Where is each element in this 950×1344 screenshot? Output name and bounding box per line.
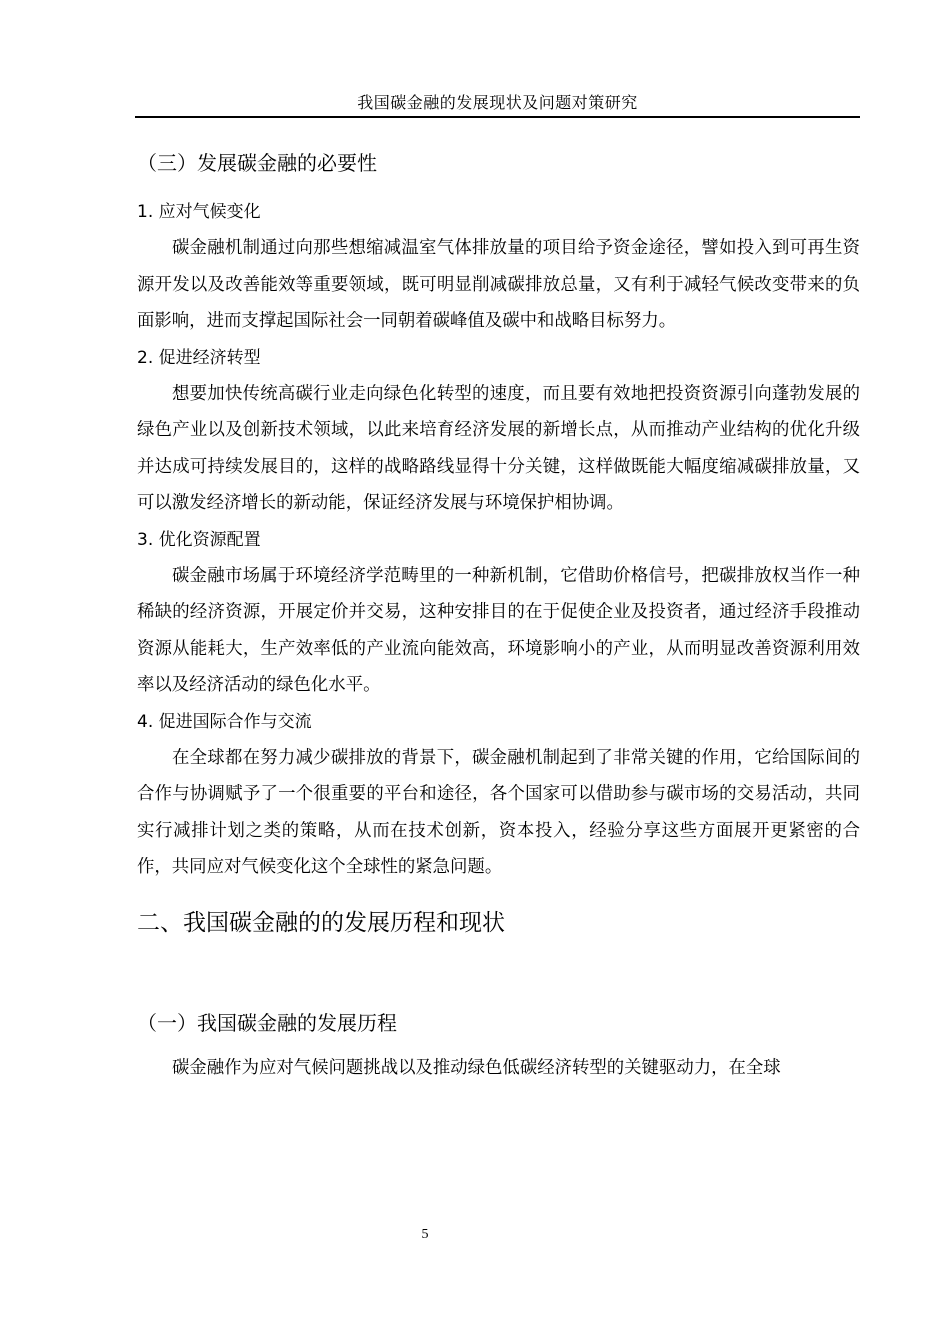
running-header: 我国碳金融的发展现状及问题对策研究	[357, 93, 638, 112]
subsection-heading-1: 1. 应对气候变化	[137, 202, 261, 222]
paragraph-economy: 想要加快传统高碳行业走向绿色化转型的速度，而且要有效地把投资资源引向蓬勃发展的绿色产业以及创新技术领域，以此来培育经济发展的新增长点，从而推动产业结构的优化升级并达成可持续发展目的，这样的战略路线显得十分关键，这样做既能大幅度缩减碳排放量，又可以激发经济增长的新动能，保证经济发展与环境保护相协调。	[137, 383, 860, 513]
section-heading-necessity: （三）发展碳金融的必要性	[137, 151, 377, 175]
page-body	[137, 140, 860, 1086]
paragraph-resources: 碳金融市场属于环境经济学范畴里的一种新机制，它借助价格信号，把碳排放权当作一种稀缺的经济资源，开展定价并交易，这种安排目的在于促使企业及投资者，通过经济手段推动资源从能耗大，生产效率低的产业流向能效高，环境影响小的产业，从而明显改善资源利用效率以及经济活动的绿色化水平。	[137, 565, 860, 695]
header-rule	[135, 116, 860, 118]
subsection-heading-4: 4. 促进国际合作与交流	[137, 711, 312, 732]
chapter-heading: 二、我国碳金融的的发展历程和现状	[137, 909, 505, 936]
page-number: 5	[421, 1227, 429, 1242]
paragraph-history: 碳金融作为应对气候问题挑战以及推动绿色低碳经济转型的关键驱动力，在全球	[172, 1057, 781, 1078]
subsection-heading-2: 2. 促进经济转型	[137, 347, 261, 368]
paragraph-climate: 碳金融机制通过向那些想缩减温室气体排放量的项目给予资金途径，譬如投入到可再生资源开发以及改善能效等重要领域，既可明显削减碳排放总量，又有利于减轻气候改变带来的负面影响，进而支撑起国际社会一同朝着碳峰值及碳中和战略目标努力。	[137, 238, 860, 331]
section-heading-history: （一）我国碳金融的发展历程	[137, 1010, 397, 1035]
subsection-heading-3: 3. 优化资源配置	[137, 529, 261, 550]
paragraph-cooperation: 在全球都在努力减少碳排放的背景下，碳金融机制起到了非常关键的作用，它给国际间的合作与协调赋予了一个很重要的平台和途径，各个国家可以借助参与碳市场的交易活动，共同实行减排计划之类的策略，从而在技术创新，资本投入，经验分享这些方面展开更紧密的合作，共同应对气候变化这个全球性的紧急问题。	[137, 747, 860, 877]
